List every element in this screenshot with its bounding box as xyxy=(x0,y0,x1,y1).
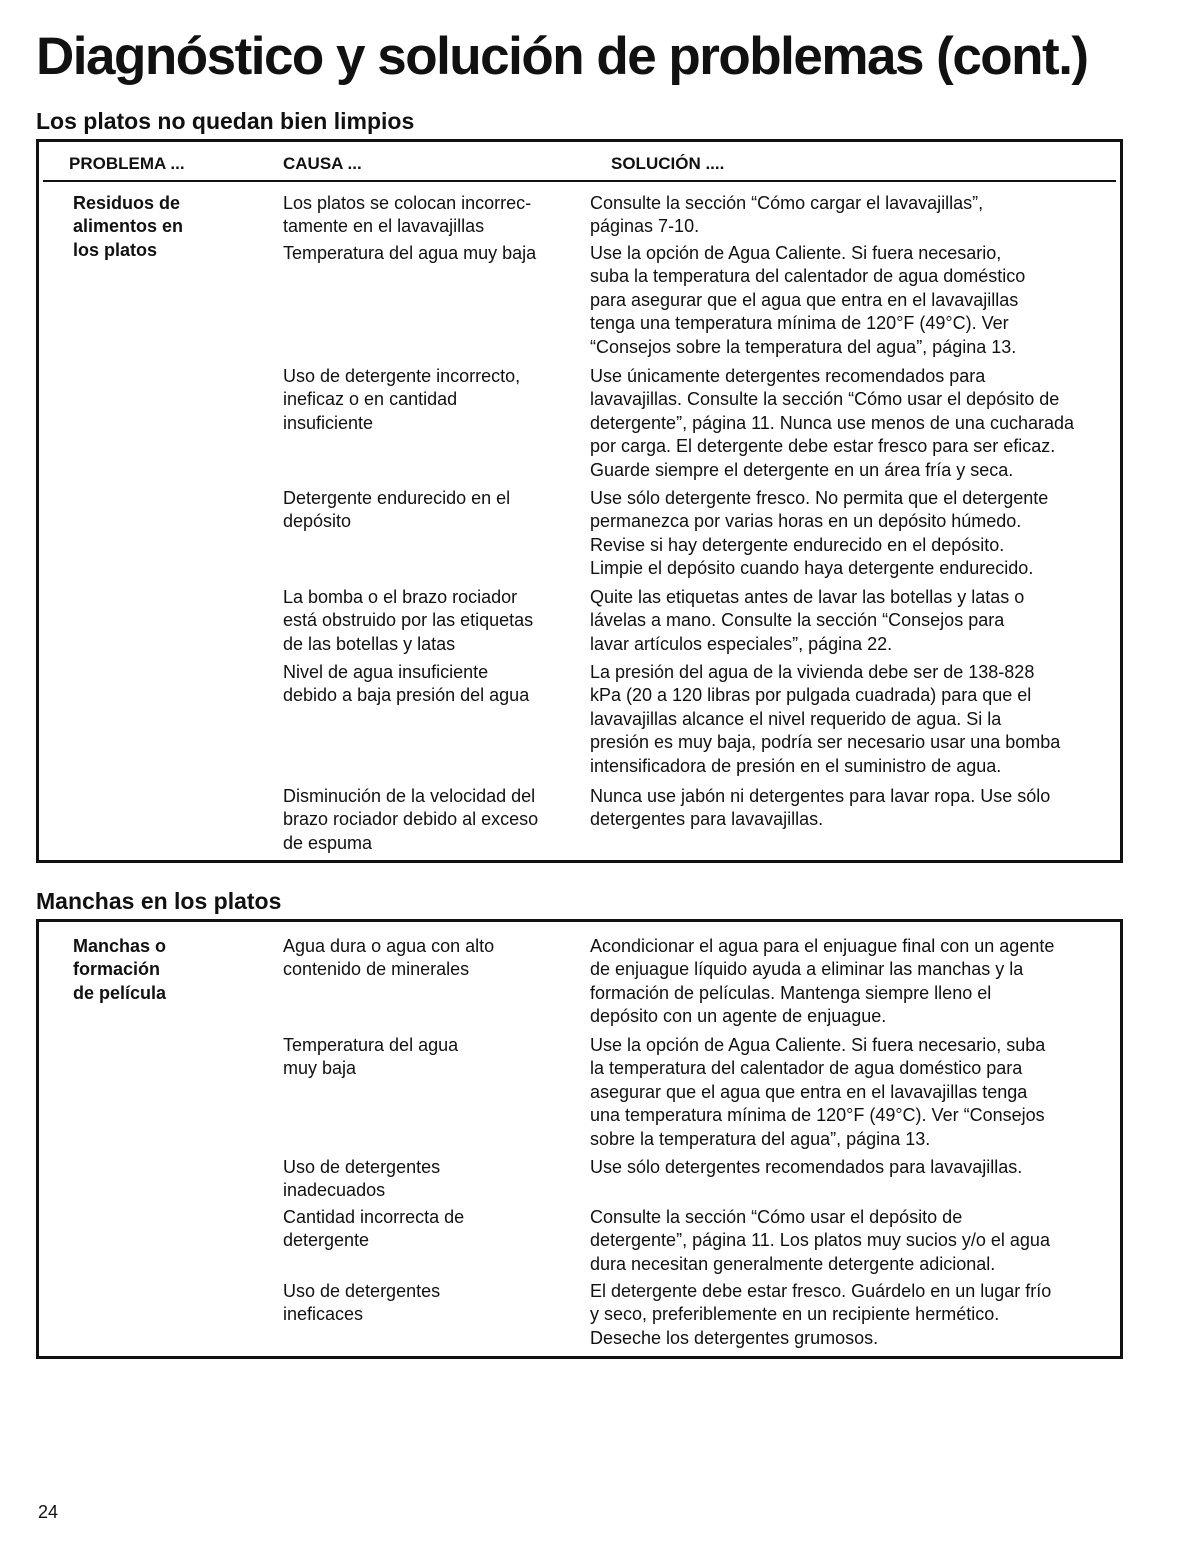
solution-text: Use la opción de Agua Caliente. Si fuera necesario, suba la temperatura del calentador de agua doméstico para asegurar que el agua que entra en el lavavajillas tenga una temperatura mínima de 120°F (49°C). Ver “Consejos sobre la temperatura del agua”, página 13. xyxy=(590,1035,1046,1149)
solution-text: Nunca use jabón ni detergentes para lavar ropa. Use sólo detergentes para lavavajillas. xyxy=(590,786,1051,830)
cause-text: Temperatura del agua muy baja xyxy=(283,243,537,263)
cause-text: Uso de detergentes ineficaces xyxy=(283,1281,441,1325)
solution-text: Use la opción de Agua Caliente. Si fuera necesario, suba la temperatura del calentador de agua doméstico para asegurar que el agua que entra en el lavavajillas tenga una temperatura mínima de 120°F (49°C). Ver “Consejos sobre la temperatura del agua”, página 13. xyxy=(590,243,1026,357)
solution-text: Use sólo detergente fresco. No permita que el detergente permanezca por varias horas en un depósito húmedo. Revise si hay detergente endurecido en el depósito. Limpie el depósito cuando haya detergente endurecido. xyxy=(590,488,1049,579)
page-title: Diagnóstico y solución de problemas (cont.) xyxy=(36,27,1088,86)
cause-text: Agua dura o agua con alto contenido de minerales xyxy=(283,936,495,980)
section-title-clean: Los platos no quedan bien limpios xyxy=(36,108,415,134)
header-solution: SOLUCIÓN .... xyxy=(611,154,725,173)
cause-text: Temperatura del agua muy baja xyxy=(283,1035,459,1079)
cause-text: Cantidad incorrecta de detergente xyxy=(283,1207,465,1251)
cause-text: Nivel de agua insuficiente debido a baja presión del agua xyxy=(283,662,530,706)
problem-label: Manchas o formación de película xyxy=(73,936,167,1003)
solution-text: Consulte la sección “Cómo usar el depósito de detergente”, página 11. Los platos muy sucios y/o el agua dura necesitan generalmente detergente adicional. xyxy=(590,1207,1050,1274)
header-problem: PROBLEMA ... xyxy=(69,154,185,173)
solution-text: Use únicamente detergentes recomendados para lavavajillas. Consulte la sección “Cómo usar el depósito de detergente”, página 11. Nunca use menos de una cucharada por carga. El detergente debe estar fresco para ser eficaz. Guarde siempre el detergente en un área fría y seca. xyxy=(590,366,1075,480)
solution-text: Acondicionar el agua para el enjuague final con un agente de enjuague líquido ayuda a eliminar las manchas y la formación de películas. Mantenga siempre lleno el depósito con un agente de enjuague. xyxy=(590,936,1055,1027)
troubleshooting-table-spots xyxy=(36,919,1123,1359)
troubleshooting-table-clean xyxy=(36,139,1123,863)
cause-text: Disminución de la velocidad del brazo rociador debido al exceso de espuma xyxy=(283,786,539,853)
problem-label: Residuos de alimentos en los platos xyxy=(73,193,184,260)
header-cause: CAUSA ... xyxy=(283,154,362,173)
cause-text: Uso de detergente incorrecto, ineficaz o en cantidad insuficiente xyxy=(283,366,521,433)
cause-text: Detergente endurecido en el depósito xyxy=(283,488,511,532)
solution-text: Consulte la sección “Cómo cargar el lavavajillas”, páginas 7-10. xyxy=(590,193,984,237)
solution-text: La presión del agua de la vivienda debe ser de 138-828 kPa (20 a 120 libras por pulgada cuadrada) para que el lavavajillas alcance el nivel requerido de agua. Si la presión es muy baja, podría ser necesario usar una bomba intensificadora de presión en el suministro de agua. xyxy=(590,662,1061,776)
cause-text: La bomba o el brazo rociador está obstruido por las etiquetas de las botellas y latas xyxy=(283,587,534,654)
page-number: 24 xyxy=(38,1502,59,1522)
solution-text: El detergente debe estar fresco. Guárdelo en un lugar frío y seco, preferiblemente en un recipiente hermético. Deseche los detergentes grumosos. xyxy=(590,1281,1052,1348)
solution-text: Use sólo detergentes recomendados para lavavajillas. xyxy=(590,1157,1023,1177)
section-title-spots: Manchas en los platos xyxy=(36,888,282,914)
solution-text: Quite las etiquetas antes de lavar las botellas y latas o lávelas a mano. Consulte la sección “Consejos para lavar artículos especiales”, página 22. xyxy=(590,587,1025,654)
table-header xyxy=(43,142,1116,182)
cause-text: Uso de detergentes inadecuados xyxy=(283,1157,441,1201)
cause-text: Los platos se colocan incorrec- tamente en el lavavajillas xyxy=(283,193,532,237)
